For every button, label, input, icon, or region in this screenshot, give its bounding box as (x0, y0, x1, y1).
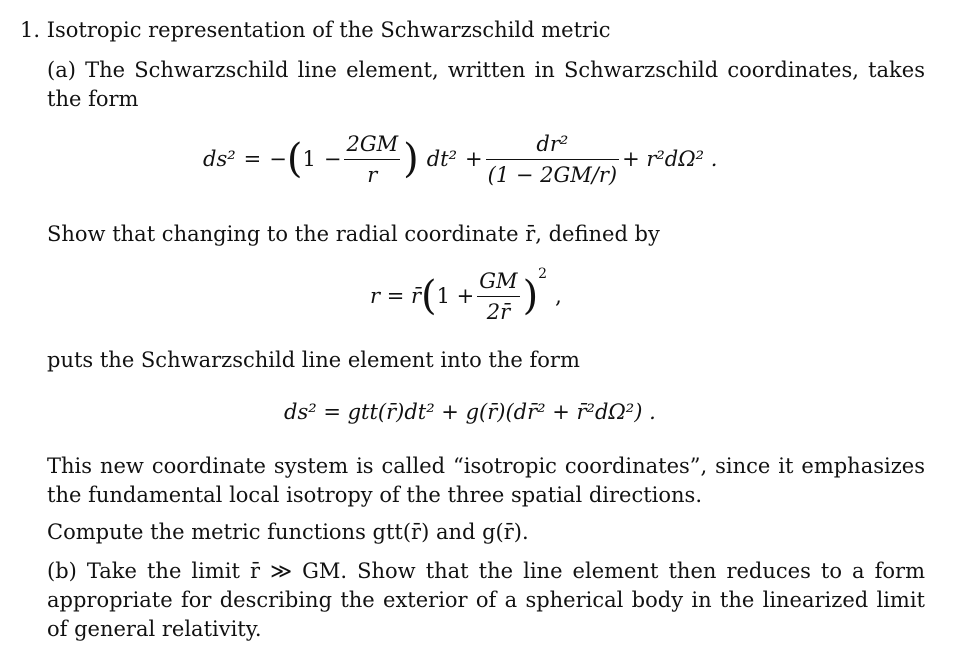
equation-radial-transform: r = r̄ ( 1 + $\frac{GM}{2r̄}$ ) 2 , (370, 266, 562, 324)
problem-title: 1. Isotropic representation of the Schwarzschild metric (20, 18, 611, 42)
eq1-one: 1 (302, 147, 316, 171)
eq2-frac-den: 2r̄ (477, 296, 519, 325)
eq1-minus: − (269, 147, 287, 171)
eq1-equals: = (243, 147, 262, 171)
eq1-frac2-num: dr² (536, 131, 569, 156)
eq2-comma: , (555, 284, 562, 308)
eq1-frac-num: 2GM (346, 131, 399, 156)
eq1-fraction-dr (486, 131, 619, 188)
eq1-minus2: − (323, 147, 342, 171)
eq1-dt: dt² (426, 147, 458, 171)
eq1-frac2-den: (1 − 2GM/r) (486, 159, 619, 188)
compute-text: Compute the metric functions gtt(r̄) and g(r̄). (47, 520, 529, 544)
eq1-tail: + r²dΩ² . (622, 147, 718, 171)
equation-schwarzschild-line-element: ds² = − ( 1 − $\frac{2GM}{r}$ ) dt² + $\frac{\text{dr²}}{(1 - 2GM/r)}$ + r²dΩ² . (203, 131, 718, 187)
eq1-fraction-2gm-r (344, 131, 400, 188)
isotropic-text: This new coordinate system is called “isotropic coordinates”, since it emphasizes the fundamental local isotropy of the three spatial directions. (47, 454, 925, 507)
puts-text: puts the Schwarzschild line element into the form (47, 348, 580, 372)
part-a-intro: (a) The Schwarzschild line element, written in Schwarzschild coordinates, takes the form (47, 58, 925, 111)
eq1-plus: + (465, 147, 483, 171)
eq2-lhs: r = r̄ (370, 284, 422, 308)
eq2-one-plus: 1 + (436, 284, 475, 308)
show-text: Show that changing to the radial coordinate r̄, defined by (47, 222, 660, 246)
eq1-frac-den: r (344, 159, 400, 188)
part-b-text: (b) Take the limit r̄ ≫ GM. Show that the line element then reduces to a form appropriate for describing the exterior of a spherical body in the linearized limit of general relativity. (47, 559, 925, 641)
eq2-fraction (477, 268, 519, 325)
eq2-frac-num: GM (479, 268, 518, 293)
eq2-power: 2 (538, 266, 548, 282)
equation-isotropic-form: ds² = gtt(r̄)dt² + g(r̄)(dr̄² + r̄²dΩ²) . (284, 400, 656, 424)
eq1-lhs: ds² (203, 147, 236, 171)
